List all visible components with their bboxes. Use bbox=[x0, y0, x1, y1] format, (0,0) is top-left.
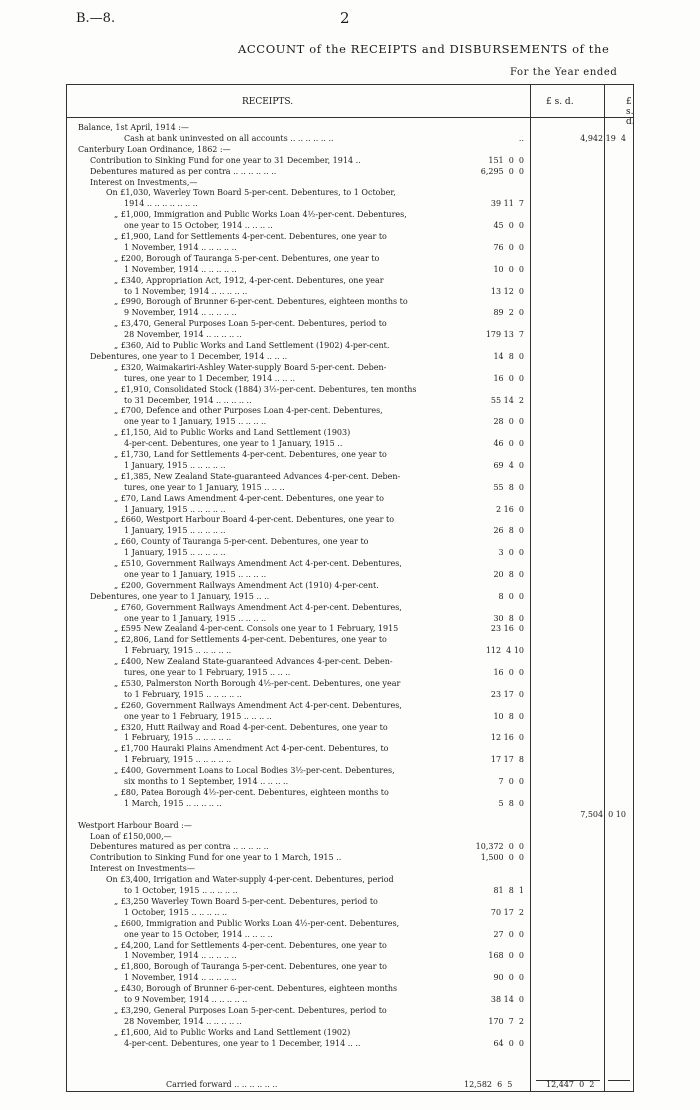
row-amount-col1: 69 4 0 bbox=[493, 460, 524, 470]
row-text: one year to 1 January, 1915 .. .. .. .. bbox=[124, 417, 267, 427]
row-text: 1 November, 1914 .. .. .. .. .. bbox=[124, 242, 237, 252]
row-text: „ £1,730, Land for Settlements 4-per-cent. Debentures, one year to bbox=[114, 450, 387, 459]
row-text: Canterbury Loan Ordinance, 1862 :— bbox=[78, 144, 231, 154]
row-text: „ £3,290, General Purposes Loan 5-per-cent. Debentures, period to bbox=[114, 1005, 387, 1015]
table-left-rule bbox=[66, 85, 67, 1091]
row-amount-col1: 6,295 0 0 bbox=[480, 166, 524, 176]
row-text: Interest on Investments,— bbox=[90, 177, 198, 187]
row-amount-col1: 28 0 0 bbox=[493, 417, 524, 427]
row-amount-col1: 38 14 0 bbox=[490, 995, 524, 1004]
row-text: Cash at bank uninvested on all accounts .. .. .. .. .. .. bbox=[124, 133, 334, 143]
row-text: Loan of £150,000,— bbox=[90, 831, 172, 841]
row-amount-col1: 179 13 7 bbox=[485, 330, 524, 340]
row-text: 9 November, 1914 .. .. .. .. .. bbox=[124, 308, 237, 318]
row-text: one year to 1 February, 1915 .. .. .. .. bbox=[124, 711, 272, 721]
carried-forward-col2: 12,447 0 2 bbox=[546, 1080, 595, 1089]
row-text: „ £510, Government Railways Amendment Act 4-per-cent. Debentures, bbox=[114, 559, 402, 568]
row-amount-col1: 8 0 0 bbox=[498, 591, 524, 601]
row-text: 1 January, 1915 .. .. .. .. .. bbox=[124, 460, 226, 470]
row-text: „ £430, Borough of Brunner 6-per-cent. Debentures, eighteen months bbox=[114, 984, 398, 994]
row-text: Debentures matured as per contra .. .. .. .. .. .. bbox=[90, 166, 277, 176]
row-amount-col1: 14 8 0 bbox=[493, 351, 524, 361]
row-text: six months to 1 September, 1914 .. .. .. .. bbox=[124, 777, 289, 786]
row-amount-col1: 90 0 0 bbox=[493, 973, 524, 983]
row-text: On £3,400, Irrigation and Water-supply 4-per-cent. Debentures, period bbox=[106, 875, 394, 885]
row-text: „ £530, Palmerston North Borough 4½-per-cent. Debentures, one year bbox=[114, 678, 401, 688]
receipts-table bbox=[66, 84, 634, 1092]
row-text: „ £1,700 Hauraki Plains Amendment Act 4-per-cent. Debentures, to bbox=[114, 744, 389, 754]
row-text: Interest on Investments— bbox=[90, 864, 195, 874]
row-text: 1 February, 1915 .. .. .. .. .. bbox=[124, 646, 232, 656]
row-amount-col1: 10 8 0 bbox=[493, 711, 524, 721]
table-right-rule bbox=[633, 85, 634, 1091]
row-amount-col1: 10,372 0 0 bbox=[475, 842, 524, 852]
row-text: 1 January, 1915 .. .. .. .. .. bbox=[124, 504, 226, 514]
row-text: „ £1,600, Aid to Public Works and Land Settlement (1902) bbox=[114, 1027, 351, 1037]
row-text: 1 November, 1914 .. .. .. .. .. bbox=[124, 951, 237, 961]
row-text: „ £1,910, Consolidated Stock (1884) 3½-per-cent. Debentures, ten months bbox=[114, 384, 417, 394]
page-subtitle: For the Year ended bbox=[510, 67, 618, 78]
row-text: „ £260, Government Railways Amendment Act 4-per-cent. Debentures, bbox=[114, 700, 402, 710]
row-text: „ £320, Waimakariri-Ashley Water-supply Board 5-per-cent. Deben- bbox=[114, 362, 387, 372]
row-text: „ £200, Borough of Tauranga 5-per-cent. Debentures, one year to bbox=[114, 253, 380, 263]
row-text: to 31 December, 1914 .. .. .. .. .. bbox=[124, 395, 252, 405]
row-text: Contribution to Sinking Fund for one year to 1 March, 1915 .. bbox=[90, 853, 342, 863]
row-amount-col1: 39 11 7 bbox=[490, 199, 524, 209]
row-text: „ £1,385, New Zealand State-guaranteed Advances 4-per-cent. Deben- bbox=[114, 471, 401, 481]
row-amount-col1: 76 0 0 bbox=[493, 242, 524, 252]
row-amount-col1: 46 0 0 bbox=[493, 439, 524, 449]
row-text: 28 November, 1914 .. .. .. .. .. bbox=[124, 330, 242, 340]
row-text: one year to 15 October, 1914 .. .. .. .. bbox=[124, 221, 273, 231]
row-amount-col1: 89 2 0 bbox=[493, 308, 524, 318]
row-amount-col1: 23 16 0 bbox=[490, 624, 524, 634]
row-text: one year to 1 January, 1915 .. .. .. .. bbox=[124, 613, 267, 623]
row-amount-col1: 27 0 0 bbox=[493, 929, 524, 939]
row-text: Westport Harbour Board :— bbox=[78, 820, 192, 830]
row-amount-col1: 5 8 0 bbox=[498, 798, 524, 808]
total-rule-2 bbox=[608, 1080, 630, 1081]
row-text: „ £400, Government Loans to Local Bodies 3½-per-cent. Debentures, bbox=[114, 766, 395, 776]
row-text: „ £70, Land Laws Amendment 4-per-cent. Debentures, one year to bbox=[114, 493, 384, 503]
row-text: to 9 November, 1914 .. .. .. .. .. bbox=[124, 995, 248, 1004]
row-text: „ £660, Westport Harbour Board 4-per-cent. Debentures, one year to bbox=[114, 515, 395, 525]
row-text: 1 January, 1915 .. .. .. .. .. bbox=[124, 548, 226, 558]
row-text: „ £60, County of Tauranga 5-per-cent. Debentures, one year to bbox=[114, 537, 369, 547]
row-text: „ £200, Government Railways Amendment Act (1910) 4-per-cent. bbox=[114, 580, 379, 590]
row-text: „ £595 New Zealand 4-per-cent. Consols one year to 1 February, 1915 bbox=[114, 624, 399, 634]
row-text: „ £1,900, Land for Settlements 4-per-cent. Debentures, one year to bbox=[114, 232, 387, 241]
row-amount-col1: 55 8 0 bbox=[493, 482, 524, 492]
row-amount-col1: 26 8 0 bbox=[493, 526, 524, 536]
row-amount-col1: 168 0 0 bbox=[488, 951, 524, 961]
row-text: „ £1,800, Borough of Tauranga 5-per-cent. Debentures, one year to bbox=[114, 962, 387, 972]
row-text: „ £80, Patea Borough 4½-per-cent. Debentures, eighteen months to bbox=[114, 787, 389, 797]
row-text: On £1,030, Waverley Town Board 5-per-cent. Debentures, to 1 October, bbox=[106, 188, 396, 198]
page-number: 2 bbox=[340, 9, 350, 27]
row-text: „ £4,200, Land for Settlements 4-per-cent. Debentures, one year to bbox=[114, 940, 387, 950]
row-text: „ £2,806, Land for Settlements 4-per-cent. Debentures, one year to bbox=[114, 635, 387, 645]
carried-forward-col1: 12,582 6 5 bbox=[464, 1080, 513, 1089]
row-amount-col1: 10 0 0 bbox=[493, 264, 524, 274]
row-amount-col1: 112 4 10 bbox=[485, 646, 524, 656]
row-text: one year to 15 October, 1914 .. .. .. .. bbox=[124, 929, 273, 939]
row-amount-col2: 7,504 0 10 bbox=[580, 809, 626, 819]
row-text: Debentures matured as per contra .. .. .. .. .. bbox=[90, 842, 269, 852]
row-amount-col1: 12 16 0 bbox=[490, 733, 524, 743]
row-amount-col1: 17 17 8 bbox=[490, 755, 524, 765]
row-text: tures, one year to 1 January, 1915 .. .. .. bbox=[124, 482, 285, 492]
row-amount-col1: 13 12 0 bbox=[490, 286, 524, 296]
row-text: „ £1,150, Aid to Public Works and Land Settlement (1903) bbox=[114, 428, 351, 438]
row-text: Debentures, one year to 1 December, 1914 .. .. .. bbox=[90, 351, 288, 361]
row-text: tures, one year to 1 December, 1914 .. .. .. bbox=[124, 373, 296, 383]
row-text: 1 January, 1915 .. .. .. .. .. bbox=[124, 526, 226, 536]
row-text: 1 February, 1915 .. .. .. .. .. bbox=[124, 733, 232, 743]
row-amount-col1: 81 8 1 bbox=[493, 886, 524, 895]
row-text: to 1 November, 1914 .. .. .. .. .. bbox=[124, 286, 248, 296]
row-amount-col1: 7 0 0 bbox=[498, 777, 524, 786]
row-text: „ £360, Aid to Public Works and Land Settlement (1902) 4-per-cent. bbox=[114, 341, 390, 350]
column-rule-2 bbox=[604, 85, 605, 1091]
row-text: Contribution to Sinking Fund for one year to 31 December, 1914 .. bbox=[90, 155, 361, 165]
row-amount-col1: 16 0 0 bbox=[493, 668, 524, 677]
row-text: 1 November, 1914 .. .. .. .. .. bbox=[124, 973, 237, 983]
row-amount-col1: 45 0 0 bbox=[493, 221, 524, 231]
row-text: 4-per-cent. Debentures, one year to 1 December, 1914 .. .. bbox=[124, 1038, 361, 1048]
row-amount-col1: 64 0 0 bbox=[493, 1038, 524, 1048]
table-header bbox=[66, 85, 635, 127]
row-text: „ £600, Immigration and Public Works Loan 4½-per-cent. Debentures, bbox=[114, 918, 400, 928]
col2-heading: £ s. d. bbox=[626, 97, 635, 127]
row-text: 1 February, 1915 .. .. .. .. .. bbox=[124, 755, 232, 765]
row-text: „ £320, Hutt Railway and Road 4-per-cent. Debentures, one year to bbox=[114, 722, 388, 732]
receipts-heading: RECEIPTS. bbox=[242, 97, 294, 107]
row-text: tures, one year to 1 February, 1915 .. .. .. bbox=[124, 668, 291, 677]
row-text: „ £760, Government Railways Amendment Act 4-per-cent. Debentures, bbox=[114, 602, 402, 612]
row-text: 1 October, 1915 .. .. .. .. .. bbox=[124, 907, 228, 917]
carried-forward-label: Carried forward .. .. .. .. .. .. bbox=[166, 1080, 278, 1089]
row-amount-col1: 70 17 2 bbox=[490, 907, 524, 917]
row-amount-col2: 4,942 19 4 bbox=[580, 133, 626, 143]
row-amount-col1: 3 0 0 bbox=[498, 548, 524, 558]
row-text: „ £3,250 Waverley Town Board 5-per-cent. Debentures, period to bbox=[114, 896, 378, 906]
row-amount-col1: 30 8 0 bbox=[493, 613, 524, 623]
row-text: „ £990, Borough of Brunner 6-per-cent. Debentures, eighteen months to bbox=[114, 297, 408, 307]
row-amount-col1: 55 14 2 bbox=[490, 395, 524, 405]
row-amount-col1: .. bbox=[518, 133, 524, 143]
row-text: „ £700, Defence and other Purposes Loan 4-per-cent. Debentures, bbox=[114, 406, 383, 416]
row-amount-col1: 2 16 0 bbox=[496, 504, 524, 514]
row-amount-col1: 23 17 0 bbox=[490, 689, 524, 699]
page-title: ACCOUNT of the RECEIPTS and DISBURSEMENTS of the bbox=[238, 42, 610, 56]
row-text: 1 March, 1915 .. .. .. .. .. bbox=[124, 798, 222, 808]
row-text: 4-per-cent. Debentures, one year to 1 January, 1915 .. bbox=[124, 439, 343, 449]
row-text: „ £400, New Zealand State-guaranteed Advances 4-per-cent. Deben- bbox=[114, 657, 393, 667]
row-text: one year to 1 January, 1915 .. .. .. .. bbox=[124, 569, 267, 579]
row-amount-col1: 16 0 0 bbox=[493, 373, 524, 383]
row-text: „ £1,000, Immigration and Public Works Loan 4½-per-cent. Debentures, bbox=[114, 210, 407, 220]
row-text: Balance, 1st April, 1914 :— bbox=[78, 123, 189, 132]
row-amount-col1: 170 7 2 bbox=[488, 1016, 524, 1026]
row-text: Debentures, one year to 1 January, 1915 .. .. bbox=[90, 591, 270, 601]
page-reference: B.—8. bbox=[76, 11, 116, 26]
row-text: 1 November, 1914 .. .. .. .. .. bbox=[124, 264, 237, 274]
row-amount-col1: 151 0 0 bbox=[488, 155, 524, 165]
row-text: „ £3,470, General Purposes Loan 5-per-cent. Debentures, period to bbox=[114, 319, 387, 329]
row-amount-col1: 1,500 0 0 bbox=[480, 853, 524, 863]
row-text: 28 November, 1914 .. .. .. .. .. bbox=[124, 1016, 242, 1026]
row-text: 1914 .. .. .. .. .. .. .. bbox=[124, 199, 198, 209]
row-text: to 1 October, 1915 .. .. .. .. .. bbox=[124, 886, 238, 895]
row-text: „ £340, Appropriation Act, 1912, 4-per-cent. Debentures, one year bbox=[114, 275, 384, 285]
row-amount-col1: 20 8 0 bbox=[493, 569, 524, 579]
col1-heading: £ s. d. bbox=[546, 97, 574, 107]
row-text: to 1 February, 1915 .. .. .. .. .. bbox=[124, 689, 242, 699]
